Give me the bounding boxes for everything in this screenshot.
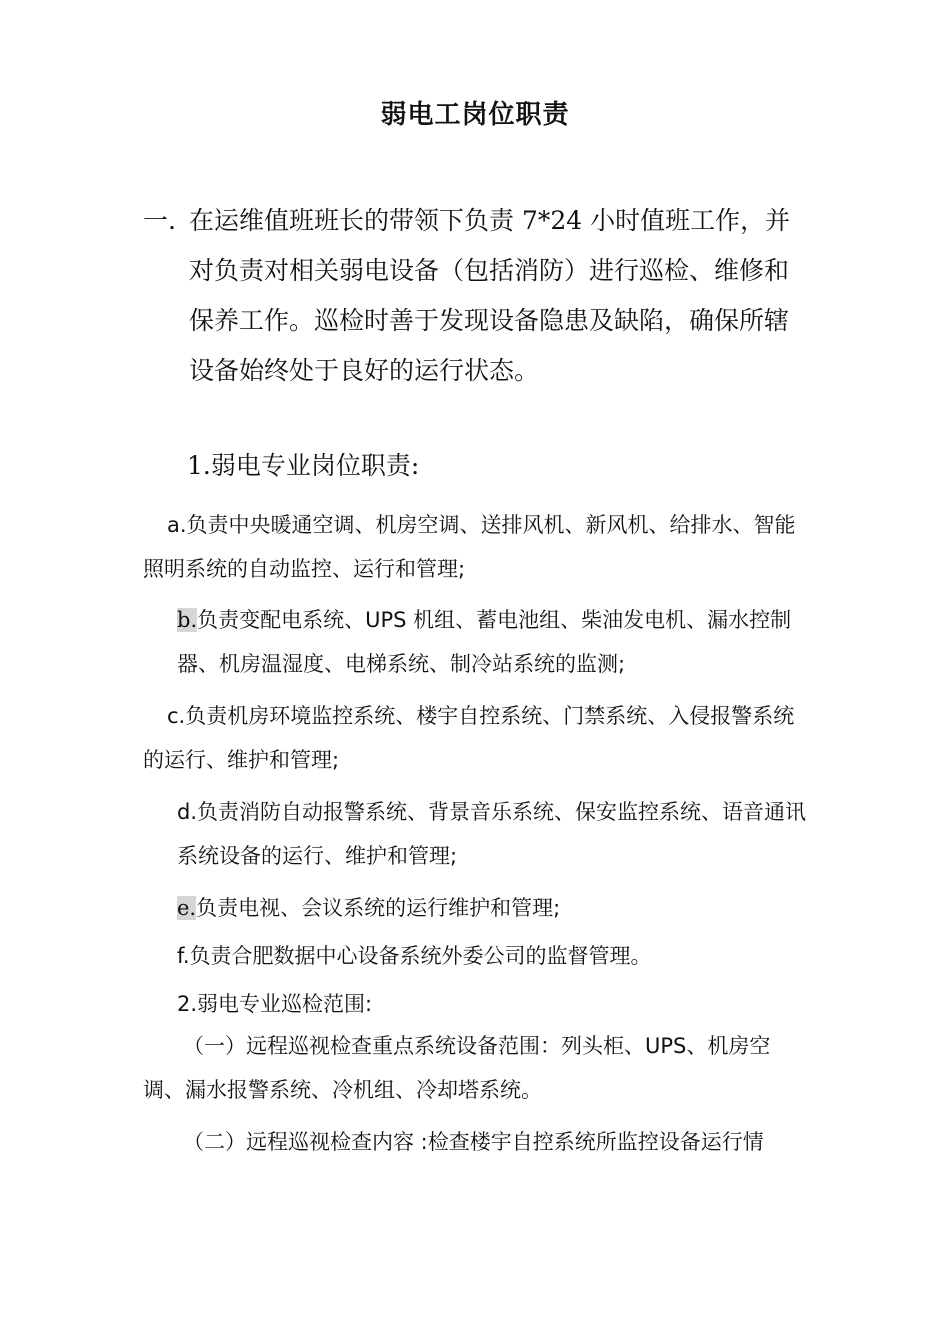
section-one-text: 在运维值班班长的带领下负责 7*24 小时值班工作，并对负责对相关弱电设备（包括消防）进行巡检、维修和保养工作。巡检时善于发现设备隐患及缺陷，确保所辖设备始终处于良好的运行状态。	[189, 206, 791, 385]
section-one-number: 一.	[143, 206, 176, 235]
duty-b-marker: b.	[177, 608, 198, 632]
duty-b-text: 负责变配电系统、UPS 机组、蓄电池组、柴油发电机、漏水控制器、机房温湿度、电梯系统、制冷站系统的监测;	[177, 608, 792, 676]
duty-a: a.负责中央暖通空调、机房空调、送排风机、新风机、给排水、智能照明系统的自动监控、运行和管理;	[143, 513, 796, 581]
duty-c: c.负责机房环境监控系统、楼宇自控系统、门禁系统、入侵报警系统的运行、维护和管理;	[143, 704, 795, 772]
duty-f: f.负责合肥数据中心设备系统外委公司的监督管理。	[177, 944, 652, 968]
duty-b	[177, 598, 812, 686]
subsection-2-heading: 2.弱电专业巡检范围:	[177, 992, 373, 1016]
duty-e-text: 负责电视、会议系统的运行维护和管理;	[196, 896, 561, 920]
section-one	[143, 196, 798, 396]
subsection-1-heading: 1.弱电专业岗位职责:	[187, 451, 420, 480]
duty-e-marker: e.	[177, 896, 197, 920]
document-title: 弱电工岗位职责	[380, 100, 570, 130]
duty-e	[177, 886, 812, 930]
duty-d: d.负责消防自动报警系统、背景音乐系统、保安监控系统、语音通讯系统设备的运行、维护和管理;	[177, 800, 807, 868]
scope-item-2: （二）远程巡视检查内容 :检查楼宇自控系统所监控设备运行情	[183, 1130, 764, 1154]
scope-item-1: （一）远程巡视检查重点系统设备范围：列头柜、UPS、机房空调、漏水报警系统、冷机组、冷却塔系统。	[143, 1034, 771, 1102]
